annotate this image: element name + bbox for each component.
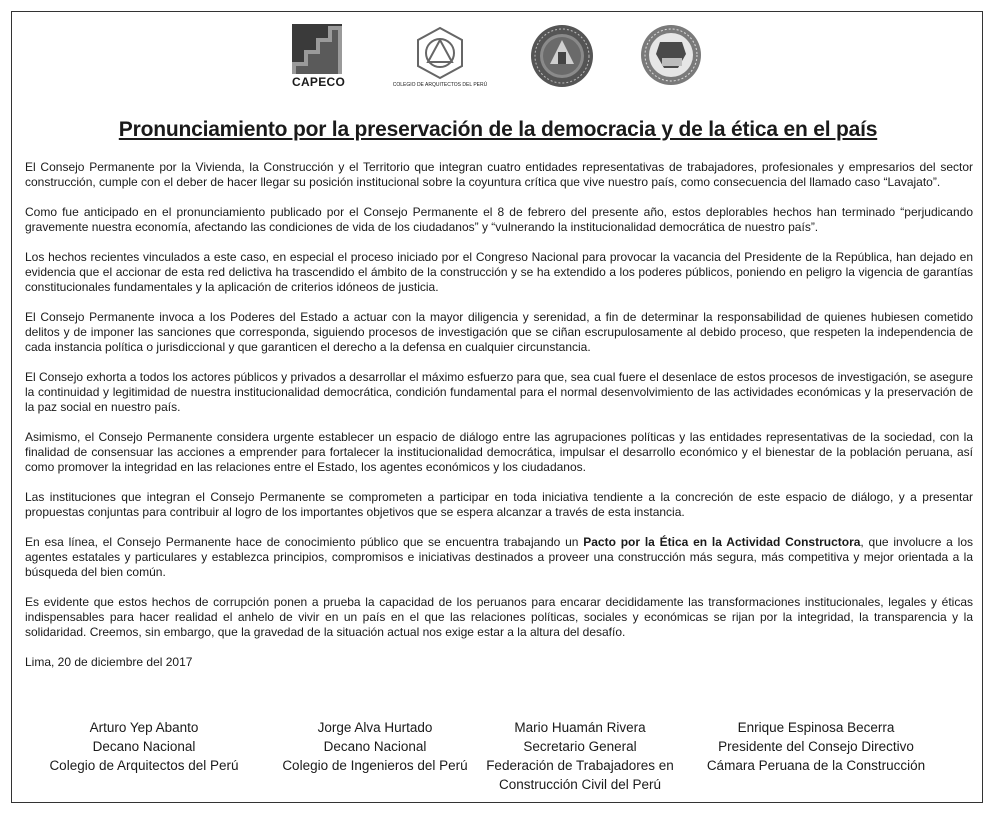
paragraph: El Consejo Permanente por la Vivienda, la Construcción y el Territorio que integran cuatro entidades representativas de trabajadores, profesionales y empresarios del sector construcción, cumple con el deber de hacer llegar su posición institucional sobre la coyuntura crítica que vive nuestro país, como consecuencia del llamado caso “Lavajato”. xyxy=(25,160,973,189)
signatory xyxy=(275,718,475,775)
arquitectos-hexagon-icon xyxy=(392,24,488,80)
signatory xyxy=(705,718,927,775)
paragraph: Como fue anticipado en el pronunciamiento publicado por el Consejo Permanente el 8 de febrero del presente año, estos deplorables hechos han terminado “perjudicando gravemente nuestra economía, afectando las condiciones de vida de los ciudadanos” y “vulnerando la institucionalidad democrática de nuestro país”. xyxy=(25,205,973,234)
paragraph: Las instituciones que integran el Consejo Permanente se comprometen a participar en toda iniciativa tendiente a la concreción de este espacio de diálogo, y a presentar propuestas conjuntas para contribuir al logro de los importantes objetivos que se espera alcanzar a través de esta instancia. xyxy=(25,490,973,519)
date-line: Lima, 20 de diciembre del 2017 xyxy=(25,655,193,669)
ingenieros-seal-icon xyxy=(530,24,594,88)
signatory-org-line2: Construcción Civil del Perú xyxy=(498,777,662,792)
arquitectos-caption: COLEGIO DE ARQUITECTOS DEL PERÚ xyxy=(392,82,488,88)
capeco-stairs-icon xyxy=(292,24,342,74)
pacto-paragraph xyxy=(25,535,973,580)
colegio-ingenieros-logo xyxy=(530,24,594,88)
signatory-name: Enrique Espinosa Becerra xyxy=(737,720,895,735)
signatory-org: Cámara Peruana de la Construcción xyxy=(706,758,926,773)
federacion-seal-icon xyxy=(640,24,702,86)
signatory-title: Decano Nacional xyxy=(92,739,196,754)
signatory xyxy=(485,718,675,794)
paragraph: El Consejo Permanente invoca a los Poderes del Estado a actuar con la mayor diligencia y serenidad, a fin de determinar la responsabilidad de quienes hubiesen cometido delitos y de imponer las sanciones que corresponda, siguiendo procesos de investigación que se ciñan escrupulosamente al debido proceso, que respeten la independencia de cada instancia política o jurisdiccional y que garanticen el derecho a la defensa en cualquier circunstancia. xyxy=(25,310,973,354)
statement-body xyxy=(25,160,973,685)
colegio-arquitectos-logo xyxy=(392,24,488,88)
signatory-title: Decano Nacional xyxy=(323,739,427,754)
capeco-logo xyxy=(292,24,345,89)
signatory-title: Presidente del Consejo Directivo xyxy=(718,739,914,754)
closing-paragraph: Es evidente que estos hechos de corrupción ponen a prueba la capacidad de los peruanos para encarar decididamente las transformaciones institucionales, legales y éticas indispensables para hacer realidad el anhelo de vivir en un país en el que las relaciones políticas, sociales y económicas se rijan por la integridad, la transparencia y la solidaridad. Creemos, sin embargo, que la gravedad de la situación actual nos exige estar a la altura del desafío. xyxy=(25,595,973,639)
paragraph: Los hechos recientes vinculados a este caso, en especial el proceso iniciado por el Congreso Nacional para provocar la vacancia del Presidente de la República, han dejado en evidencia que el accionar de esta red delictiva ha trascendido el ámbito de la construcción y se ha extendido a los poderes públicos, poniendo en peligro la vigencia de garantías constitucionales fundamentales y la aplicación de criterios idóneos de justicia. xyxy=(25,250,973,294)
paragraph: El Consejo exhorta a todos los actores públicos y privados a desarrollar el máximo esfuerzo para que, sea cual fuere el desenlace de estos procesos de investigación, se asegure la continuidad y legitimidad de nuestra institucionalidad democrática, condición fundamental para el normal desenvolvimiento de las actividades económicas y la preservación de la paz social en nuestro país. xyxy=(25,370,973,414)
signatory-name: Arturo Yep Abanto xyxy=(89,720,199,735)
signatures xyxy=(25,718,973,798)
logo-row xyxy=(0,24,996,96)
pacto-name: Pacto por la Ética en la Actividad Constructora xyxy=(583,535,861,549)
signatory-org: Colegio de Arquitectos del Perú xyxy=(49,758,239,773)
signatory-org: Colegio de Ingenieros del Perú xyxy=(282,758,468,773)
federacion-trabajadores-logo xyxy=(640,24,702,86)
pacto-text-after: , que involucre a los agentes estatales y particulares y establezca principios, compromisos e iniciativas destinados a proveer una construcción más segura, más competitiva y mejor orientada a la búsqueda del bien común. xyxy=(25,535,973,579)
page-title: Pronunciamiento por la preservación de la democracia y de la ética en el país xyxy=(118,118,878,141)
pacto-text-before: En esa línea, el Consejo Permanente hace de conocimiento público que se encuentra trabajando un xyxy=(25,535,584,549)
signatory-title: Secretario General xyxy=(523,739,637,754)
signatory xyxy=(45,718,243,775)
signatory-org: Federación de Trabajadores en xyxy=(486,758,674,773)
paragraph: Asimismo, el Consejo Permanente considera urgente establecer un espacio de diálogo entre las agrupaciones políticas y las entidades representativas de la sociedad, con la finalidad de consensuar las acciones a emprender para fortalecer la institucionalidad democrática, impulsar el desarrollo económico y el bienestar de la población peruana, así como promover la integridad en las relaciones entre el Estado, los agentes económicos y los ciudadanos. xyxy=(25,430,973,474)
capeco-caption: CAPECO xyxy=(292,75,346,89)
signatory-name: Jorge Alva Hurtado xyxy=(317,720,433,735)
signatory-name: Mario Huamán Rivera xyxy=(514,720,646,735)
